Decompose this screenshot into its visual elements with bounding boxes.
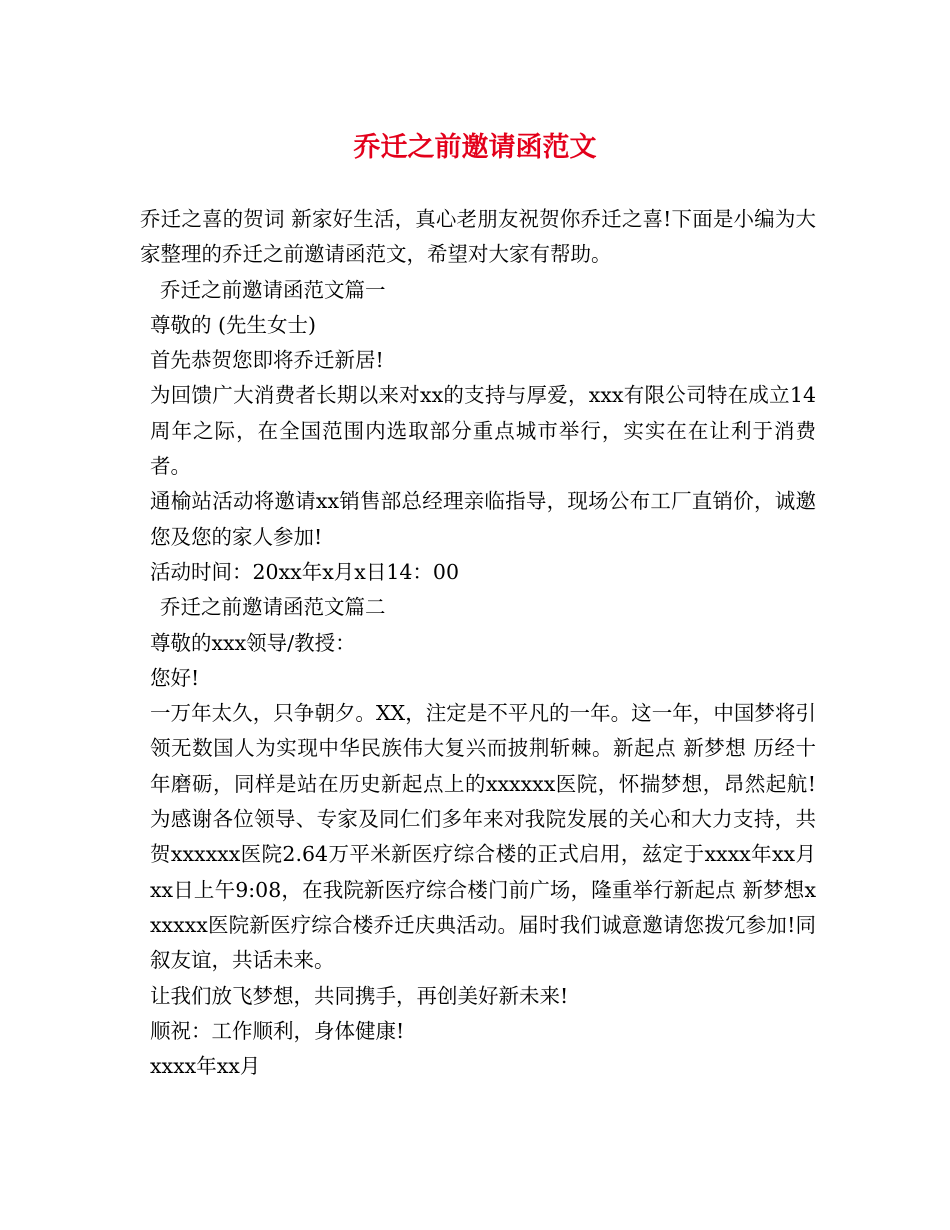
event-time: 活动时间：20xx年x月x日14：00 — [150, 559, 460, 584]
salutation-1: 尊敬的 (先生女士) — [150, 312, 317, 337]
intro-paragraph: 乔迁之喜的贺词 新家好生活，真心老朋友祝贺你乔迁之喜!下面是小编为大家整理的乔迁之前邀请函范文，希望对大家有帮助。 — [140, 207, 816, 267]
closing-wishes: 顺祝：工作顺利，身体健康! — [150, 1018, 405, 1043]
date-line: xxxx年xx月 — [150, 1054, 261, 1079]
paragraph: 让我们放飞梦想，共同携手，再创美好新未来! — [150, 983, 569, 1008]
salutation-2: 尊敬的xxx领导/教授： — [150, 630, 356, 655]
greeting: 您好! — [150, 665, 200, 690]
paragraph: 首先恭贺您即将乔迁新居! — [150, 348, 384, 373]
paragraph: 通榆站活动将邀请xx销售部总经理亲临指导，现场公布工厂直销价，诚邀您及您的家人参加! — [150, 489, 816, 549]
section-heading-2: 乔迁之前邀请函范文篇二 — [160, 595, 386, 620]
paragraph: 一万年太久，只争朝夕。XX，注定是不平凡的一年。这一年，中国梦将引领无数国人为实现中华民族伟大复兴而披荆斩棘。新起点 新梦想 历经十年磨砺，同样是站在历史新起点上的xxxxxx医院，怀揣梦想，昂然起航! 为感谢各位领导、专家及同仁们多年来对我院发展的关心和大力支持，共贺xxxxxx医院2.64万平米新医疗综合楼的正式启用，兹定于xxxx年xx月xx日上午9:08，在我院新医疗综合楼门前广场，隆重举行新起点 新梦想xxxxxx医院新医疗综合楼乔迁庆典活动。届时我们诚意邀请您拨冗参加!同叙友谊，共话未来。 — [150, 701, 823, 973]
document-title: 乔迁之前邀请函范文 — [353, 132, 597, 163]
paragraph: 为回馈广大消费者长期以来对xx的支持与厚爱，xxx有限公司特在成立14周年之际，在全国范围内选取部分重点城市举行，实实在在让利于消费者。 — [150, 383, 816, 479]
section-heading-1: 乔迁之前邀请函范文篇一 — [160, 277, 386, 302]
document-body — [140, 202, 823, 1084]
